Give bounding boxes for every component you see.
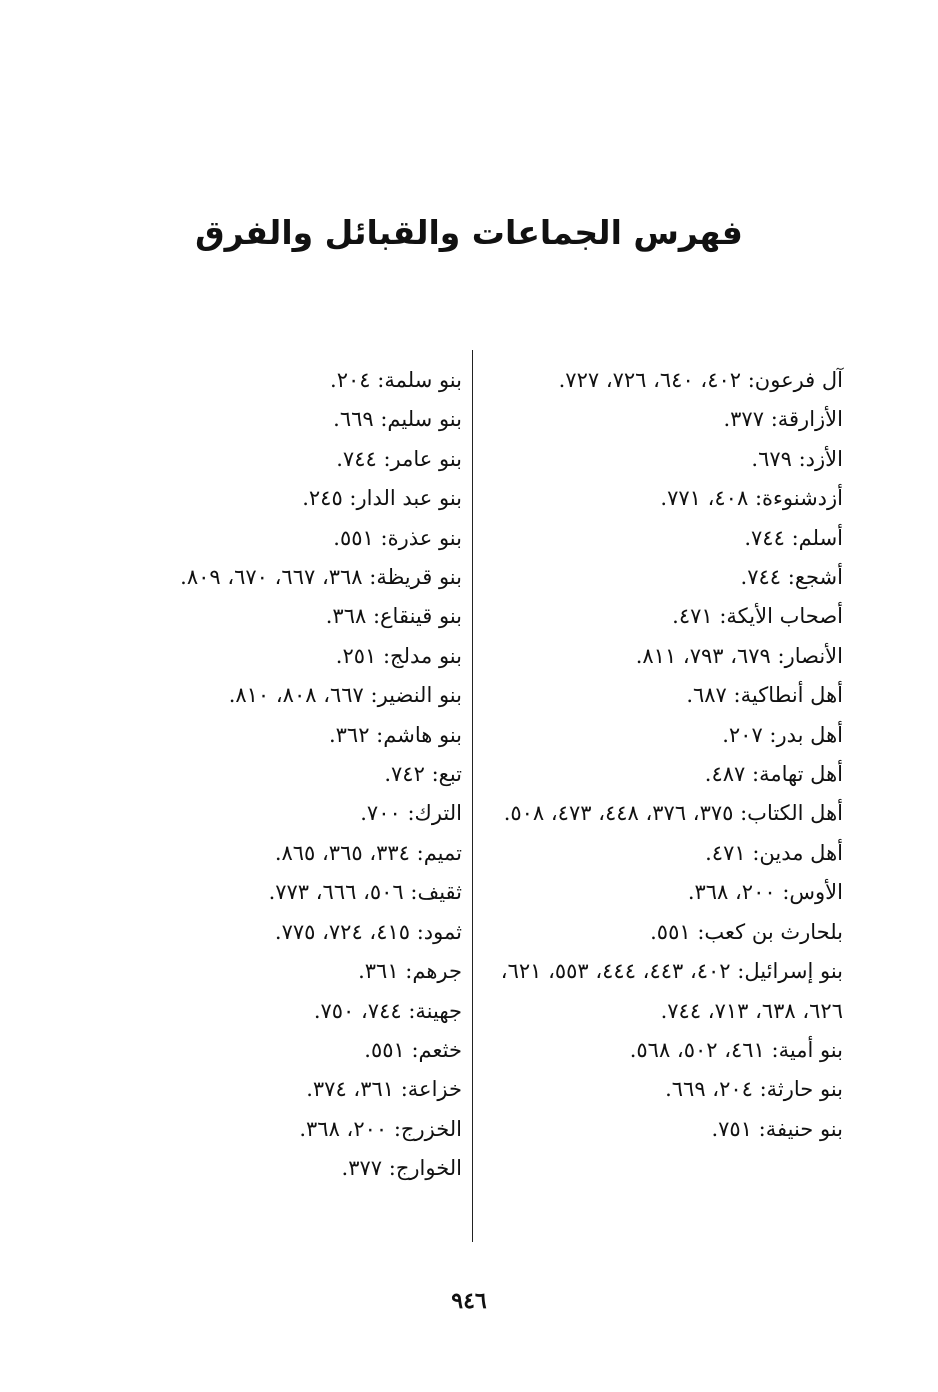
entry-pages: ٤٧١.: [705, 840, 746, 865]
entry-name: بلحارث بن كعب:: [697, 919, 843, 944]
entry-name: آل فرعون:: [747, 368, 843, 392]
entry-name: بنو سليم:: [380, 407, 462, 432]
index-entry: [483, 637, 843, 676]
entry-name: أسلم:: [791, 525, 843, 550]
index-column-left: [112, 361, 462, 1189]
entry-pages: ٢٠٤.: [330, 368, 371, 392]
entry-pages: ٦٦٩.: [333, 407, 374, 432]
index-entry: [112, 1149, 462, 1188]
entry-pages: ٢٠٤، ٦٦٩.: [665, 1077, 753, 1102]
index-entry: [112, 873, 462, 912]
entry-pages: ٢٥١.: [335, 643, 377, 668]
index-entry: [483, 834, 843, 873]
entry-name: بنو عامر:: [383, 446, 462, 471]
entry-name: بنو قريظة:: [369, 565, 462, 590]
index-entry: [112, 1031, 462, 1070]
index-entry: [483, 913, 843, 952]
entry-pages: ٧٤٤.: [740, 565, 782, 590]
entry-pages: ٤١٥، ٧٢٤، ٧٧٥.: [274, 919, 411, 944]
entry-name: ثمود:: [416, 919, 462, 944]
index-entry: [112, 597, 462, 636]
entry-name: الأوس:: [782, 880, 843, 905]
entry-name: الأزارقة:: [770, 407, 843, 432]
entry-pages: ٤٠٨، ٧٧١.: [660, 486, 749, 511]
index-entry: [112, 361, 462, 400]
entry-name: بنو حنيفة:: [758, 1116, 843, 1141]
entry-name: أصحاب الأيكة:: [719, 604, 843, 629]
entry-name: بنو قينقاع:: [372, 604, 462, 629]
entry-name: أهل مدين:: [752, 840, 843, 865]
page-number: ٩٤٦: [451, 1288, 487, 1314]
entry-pages: ٣٧٥، ٣٧٦، ٤٤٨، ٤٧٣، ٥٠٨.: [503, 801, 734, 826]
entry-name: بنو عبد الدار:: [349, 486, 462, 511]
entry-pages: ٢٤٥.: [302, 486, 343, 511]
entry-pages: ٣٦٨، ٦٦٧، ٦٧٠، ٨٠٩.: [180, 565, 363, 590]
entry-pages: ٤٦١، ٥٠٢، ٥٦٨.: [629, 1037, 765, 1062]
index-entry: [112, 637, 462, 676]
entry-name: بنو هاشم:: [376, 722, 462, 747]
entry-name: أهل بدر:: [769, 722, 843, 747]
entry-pages: ٧٤٤، ٧٥٠.: [313, 998, 402, 1023]
index-column-right: [483, 361, 843, 1149]
index-entry: [112, 794, 462, 833]
index-entry: [112, 440, 462, 479]
entry-pages: ٤٠٢، ٦٤٠، ٧٢٦، ٧٢٧.: [558, 368, 742, 392]
entry-pages: ٧٤٢.: [384, 762, 425, 787]
entry-pages: ٧٥١.: [711, 1116, 752, 1141]
index-entry: [112, 519, 462, 558]
entry-pages: ٤٧١.: [672, 604, 713, 629]
index-entry: [483, 519, 843, 558]
entry-pages: ٥٥١.: [364, 1037, 405, 1062]
index-entry: [112, 913, 462, 952]
entry-pages: ٢٠٠، ٣٦٨.: [687, 880, 776, 905]
index-entry: [112, 1070, 462, 1109]
entry-name: الخوارج:: [388, 1156, 462, 1181]
index-entry: [483, 1031, 843, 1070]
entry-pages: ٦٨٧.: [686, 683, 727, 708]
index-entry: [483, 558, 843, 597]
entry-name: بنو حارثة:: [759, 1077, 843, 1102]
index-entry: [112, 1110, 462, 1149]
entry-pages: ٢٠٠، ٣٦٨.: [299, 1116, 388, 1141]
entry-pages: ٣٦١، ٣٧٤.: [306, 1077, 395, 1102]
entry-name: الخزرج:: [393, 1116, 462, 1141]
index-entry: [483, 479, 843, 518]
index-entry: [112, 716, 462, 755]
entry-name: الأنصار:: [777, 643, 843, 668]
index-entry: [112, 755, 462, 794]
entry-pages: ٣٧٧.: [341, 1156, 383, 1181]
index-entry: [112, 992, 462, 1031]
index-entry: [483, 400, 843, 439]
index-entry: [483, 597, 843, 636]
index-entry: [483, 676, 843, 715]
entry-name: الأزد:: [798, 446, 843, 471]
entry-name: تميم:: [416, 840, 462, 865]
entry-name: بنو سلمة:: [377, 368, 462, 392]
page-title: فهرس الجماعات والقبائل والفرق: [195, 213, 743, 252]
entry-pages: ٣٣٤، ٣٦٥، ٨٦٥.: [274, 840, 410, 865]
entry-pages: ٤٨٧.: [704, 762, 746, 787]
entry-pages: ٣٧٧.: [723, 407, 764, 432]
index-entry: [112, 834, 462, 873]
entry-pages: ٣٦٨.: [325, 604, 367, 629]
entry-pages: ٧٤٤.: [744, 525, 785, 550]
entry-name: بنو أمية:: [771, 1037, 843, 1062]
entry-pages: ٣٦٢.: [328, 722, 370, 747]
index-entry: [112, 400, 462, 439]
entry-name: بنو عذرة:: [380, 525, 462, 550]
index-entry: [112, 676, 462, 715]
index-entry: [112, 558, 462, 597]
entry-name: تبع:: [431, 762, 462, 787]
entry-name: أهل الكتاب:: [740, 801, 843, 826]
entry-name: بنو مدلج:: [382, 643, 462, 668]
index-entry: [483, 1110, 843, 1149]
entry-pages: ٥٥١.: [650, 919, 691, 944]
entry-name: جرهم:: [405, 959, 462, 984]
entry-name: أشجع:: [787, 565, 843, 590]
entry-pages: ٥٠٦، ٦٦٦، ٧٧٣.: [268, 880, 404, 905]
entry-name: بنو إسرائيل:: [737, 959, 843, 984]
index-entry: [483, 716, 843, 755]
index-entry: [483, 952, 843, 1031]
index-entry: [483, 361, 843, 400]
index-entry: [483, 755, 843, 794]
entry-name: أزدشنوءة:: [754, 486, 843, 511]
index-entry: [483, 873, 843, 912]
index-entry: [483, 440, 843, 479]
entry-pages: ٦٦٧، ٨٠٨، ٨١٠.: [228, 683, 364, 708]
entry-name: أهل تهامة:: [752, 762, 843, 787]
index-entry: [112, 952, 462, 991]
entry-pages: ٤٠٢، ٤٤٣، ٤٤٤، ٥٥٣، ٦٢١، ٦٢٦، ٦٣٨، ٧١٣، ٧٤٤.: [500, 959, 843, 1023]
index-entry: [483, 1070, 843, 1109]
entry-pages: ٧٤٤.: [336, 446, 377, 471]
entry-name: خثعم:: [411, 1037, 462, 1062]
entry-pages: ٢٠٧.: [722, 722, 763, 747]
entry-pages: ٥٥١.: [333, 525, 374, 550]
entry-pages: ٦٧٩.: [751, 446, 792, 471]
entry-name: جهينة:: [408, 998, 462, 1023]
entry-name: خزاعة:: [400, 1077, 462, 1102]
entry-name: ثقيف:: [410, 880, 462, 905]
entry-pages: ٣٦١.: [358, 959, 399, 984]
entry-name: الترك:: [407, 801, 462, 826]
entry-pages: ٧٠٠.: [360, 801, 401, 826]
index-entry: [112, 479, 462, 518]
entry-pages: ٦٧٩، ٧٩٣، ٨١١.: [635, 643, 771, 668]
entry-name: أهل أنطاكية:: [733, 683, 843, 708]
column-divider: [472, 350, 473, 1242]
entry-name: بنو النضير:: [370, 683, 462, 708]
index-entry: [483, 794, 843, 833]
